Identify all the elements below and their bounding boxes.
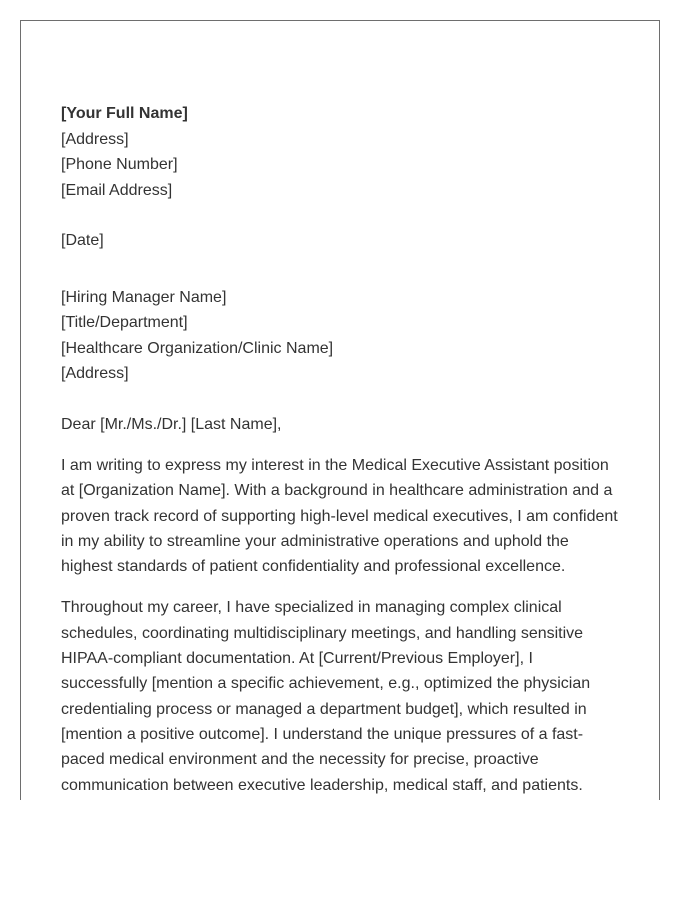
salutation: Dear [Mr./Ms./Dr.] [Last Name], xyxy=(61,415,282,433)
paragraph-line: I am writing to express my interest in the Medical Executive Assistant position xyxy=(61,457,609,474)
body-paragraph-1 xyxy=(61,453,627,579)
paragraph-line: paced medical environment and the necessity for precise, proactive xyxy=(61,751,539,769)
paragraph-line: [mention a positive outcome]. I understand the unique pressures of a fast- xyxy=(61,725,584,743)
recipient-address: [Address] xyxy=(61,365,129,382)
recipient-title: [Title/Department] xyxy=(61,314,188,331)
paragraph-line: in my ability to streamline your administrative operations and uphold the xyxy=(61,532,569,550)
paragraph-line: schedules, coordinating multidisciplinary meetings, and handling sensitive xyxy=(61,624,584,642)
sender-block xyxy=(61,101,627,203)
paragraph-line: at [Organization Name]. With a background in healthcare administration and a xyxy=(61,482,613,500)
sender-phone: [Phone Number] xyxy=(61,156,178,173)
letter-page xyxy=(20,20,660,800)
paragraph-line: credentialing process or managed a department budget], which resulted in xyxy=(61,700,587,718)
paragraph-line: HIPAA-compliant documentation. At [Current/Previous Employer], I xyxy=(61,650,533,668)
paragraph-line: proven track record of supporting high-level medical executives, I am confident xyxy=(61,507,618,525)
sender-name: [Your Full Name] xyxy=(61,105,188,122)
body-paragraph-2 xyxy=(61,595,627,797)
recipient-block xyxy=(61,285,627,387)
sender-address: [Address] xyxy=(61,130,129,148)
sender-email: [Email Address] xyxy=(61,181,173,199)
recipient-name: [Hiring Manager Name] xyxy=(61,288,227,306)
paragraph-line: successfully [mention a specific achievement, e.g., optimized the physician xyxy=(61,675,591,693)
letter-date: [Date] xyxy=(61,232,104,249)
date-block xyxy=(61,228,627,254)
salutation-block xyxy=(61,412,627,438)
paragraph-line: communication between executive leadership, medical staff, and patients. xyxy=(61,776,583,794)
letter-content xyxy=(61,101,627,798)
paragraph-line: highest standards of patient confidentiality and professional excellence. xyxy=(61,558,566,576)
recipient-organization: [Healthcare Organization/Clinic Name] xyxy=(61,339,334,357)
paragraph-line: Throughout my career, I have specialized in managing complex clinical xyxy=(61,599,562,617)
